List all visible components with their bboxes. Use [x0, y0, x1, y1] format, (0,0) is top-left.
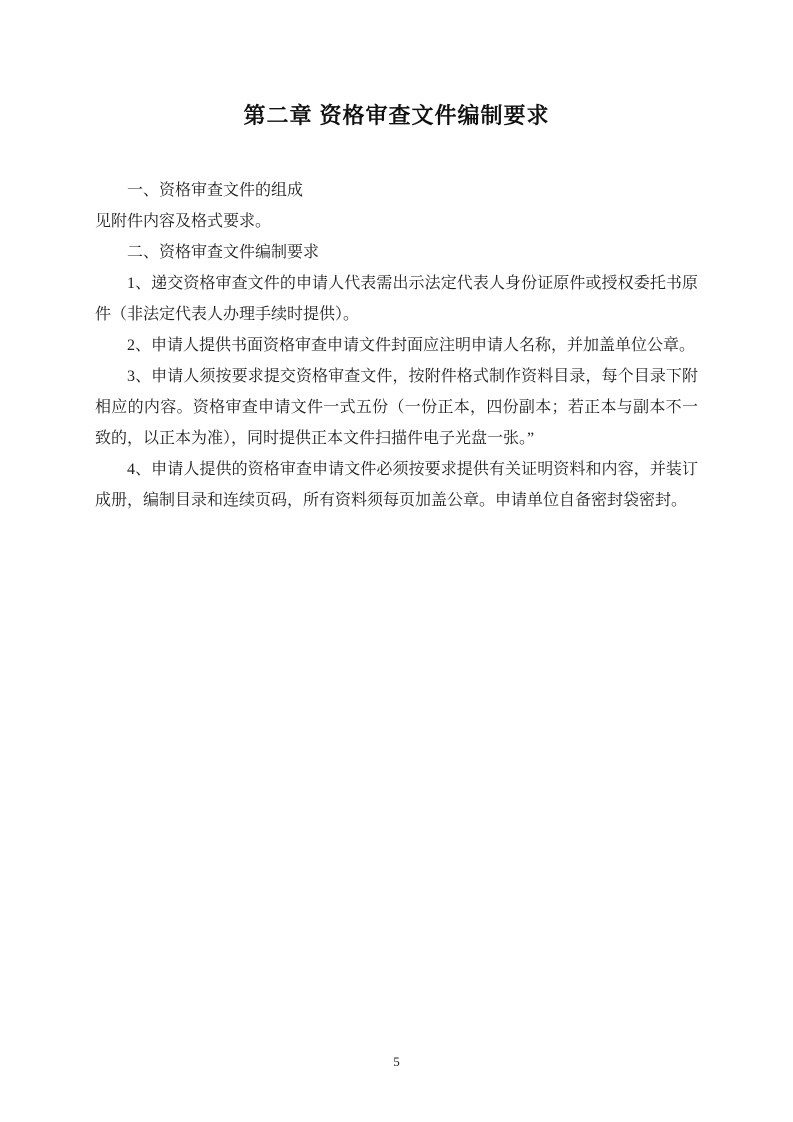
page-number: 5: [393, 1054, 400, 1069]
paragraph-item-3: 3、申请人须按要求提交资格审查文件，按附件格式制作资料目录，每个目录下附相应的内容。资格审查申请文件一式五份（一份正本，四份副本；若正本与副本不一致的，以正本为准），同时提供正本文件扫描件电子光盘一张。”: [95, 368, 698, 447]
paragraph-item-4: 4、申请人提供的资格审查申请文件必须按要求提供有关证明资料和内容，并装订成册，编制目录和连续页码，所有资料须每页加盖公章。申请单位自备密封袋密封。: [95, 461, 698, 509]
paragraph-item-2: 2、申请人提供书面资格审查申请文件封面应注明申请人名称，并加盖单位公章。: [127, 337, 696, 354]
chapter-title: 第二章 资格审查文件编制要求: [243, 103, 550, 128]
paragraph-section-1-heading: 一、资格审查文件的组成: [127, 182, 304, 199]
document-body: [95, 175, 698, 516]
paragraph-section-2-heading: 二、资格审查文件编制要求: [127, 244, 320, 261]
paragraph-item-1: 1、递交资格审查文件的申请人代表需出示法定代表人身份证原件或授权委托书原件（非法定代表人办理手续时提供）。: [95, 275, 698, 323]
paragraph-section-1-body: 见附件内容及格式要求。: [95, 213, 272, 230]
